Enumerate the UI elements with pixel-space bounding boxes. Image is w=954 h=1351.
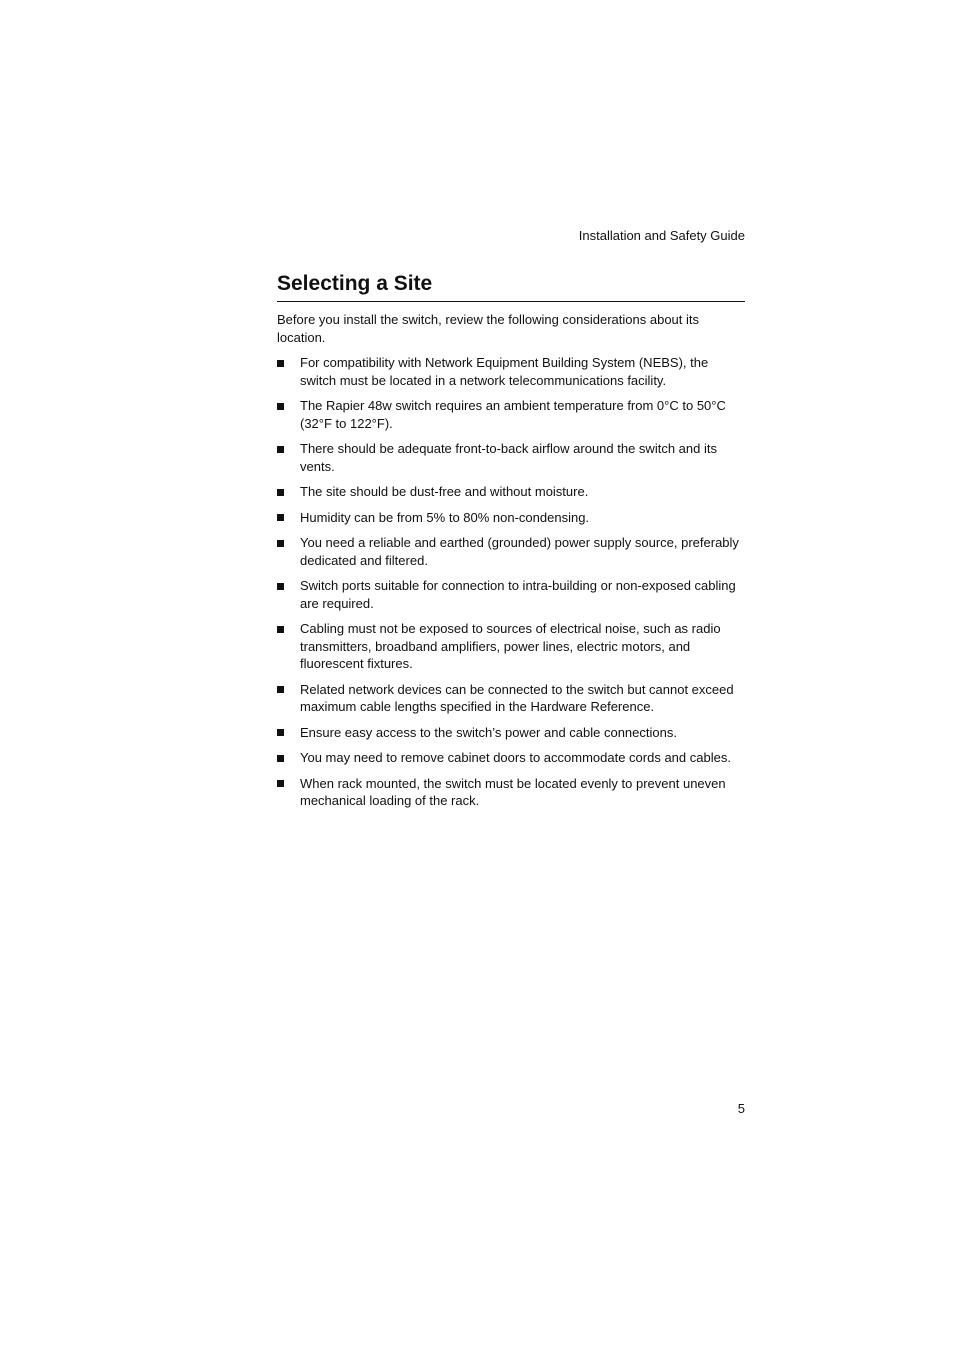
list-item — [277, 354, 745, 389]
list-item-text: For compatibility with Network Equipment Building System (NEBS), the switch must be located in a network telecommunications facility. — [300, 355, 709, 388]
list-item — [277, 534, 745, 569]
square-bullet-icon — [277, 780, 284, 787]
section-content — [277, 311, 745, 818]
square-bullet-icon — [277, 583, 284, 590]
square-bullet-icon — [277, 755, 284, 762]
running-header: Installation and Safety Guide — [578, 228, 745, 243]
list-item — [277, 749, 745, 767]
list-item-text: You need a reliable and earthed (grounded) power supply source, preferably dedicated and filtered. — [300, 535, 739, 568]
list-item-text: Related network devices can be connected to the switch but cannot exceed maximum cable lengths specified in the Hardware Reference. — [300, 681, 734, 714]
square-bullet-icon — [277, 489, 284, 496]
list-item-text: When rack mounted, the switch must be located evenly to prevent uneven mechanical loading of the rack. — [300, 775, 726, 808]
list-item — [277, 577, 745, 612]
page-number: 5 — [737, 1101, 745, 1116]
square-bullet-icon — [277, 626, 284, 633]
list-item-text: There should be adequate front-to-back airflow around the switch and its vents. — [300, 441, 717, 474]
list-item — [277, 397, 745, 432]
square-bullet-icon — [277, 729, 284, 736]
section-title: Selecting a Site — [277, 269, 745, 302]
list-item-text: The site should be dust-free and without moisture. — [300, 484, 589, 499]
square-bullet-icon — [277, 514, 284, 521]
square-bullet-icon — [277, 540, 284, 547]
list-item-text: The Rapier 48w switch requires an ambient temperature from 0°C to 50°C (32°F to 122°F). — [300, 398, 726, 431]
list-item — [277, 775, 745, 810]
intro-paragraph: Before you install the switch, review the following considerations about its location. — [277, 312, 699, 345]
square-bullet-icon — [277, 360, 284, 367]
list-item — [277, 440, 745, 475]
list-item-text: Humidity can be from 5% to 80% non-condensing. — [300, 509, 590, 525]
list-item-text: You may need to remove cabinet doors to accommodate cords and cables. — [300, 750, 731, 765]
list-item-text: Ensure easy access to the switch’s power and cable connections. — [300, 724, 677, 740]
square-bullet-icon — [277, 403, 284, 410]
list-item — [277, 724, 745, 742]
considerations-list — [277, 354, 745, 810]
list-item — [277, 620, 745, 673]
square-bullet-icon — [277, 446, 284, 453]
list-item-text: Cabling must not be exposed to sources of electrical noise, such as radio transmitters, broadband amplifiers, power lines, electric motors, and fluorescent fixtures. — [300, 621, 721, 671]
list-item — [277, 509, 745, 527]
list-item — [277, 483, 745, 501]
list-item — [277, 681, 745, 716]
square-bullet-icon — [277, 686, 284, 693]
list-item-text: Switch ports suitable for connection to intra-building or non-exposed cabling are required. — [300, 578, 736, 611]
